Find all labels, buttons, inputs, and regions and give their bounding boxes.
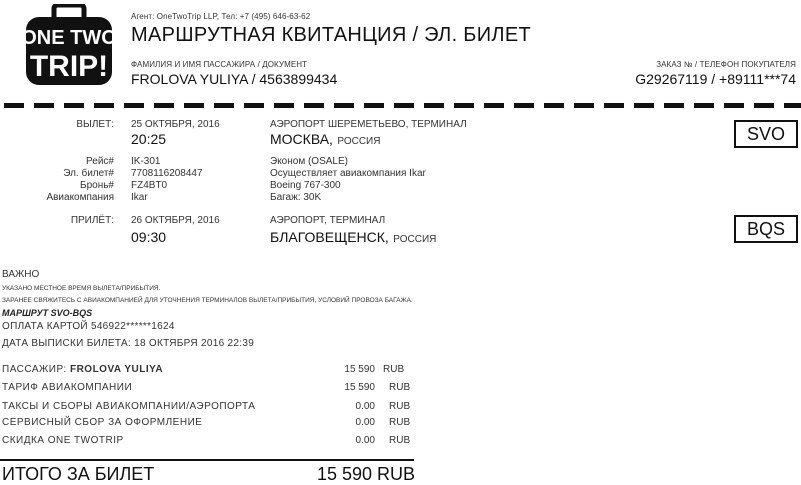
suitcase-logo-icon [24,4,114,86]
fare-label-3: СЕРВИСНЫЙ СБОР ЗА ОФОРМЛЕНИЕ [2,417,203,428]
fare-currency-2: RUB [389,401,411,412]
important-heading: ВАЖНО [2,269,40,280]
fare-currency-4: RUB [389,435,411,446]
arrival-date: 26 ОКТЯБРЯ, 2016 [131,215,220,226]
baggage: Багаж: 30K [270,192,322,203]
fare-label-2: ТАКСЫ И СБОРЫ АВИАКОМПАНИИ/АЭРОПОРТА [2,401,256,412]
total-value: 15 590 RUB [316,464,415,484]
departure-airport: АЭРОПОРТ ШЕРЕМЕТЬЕВО, ТЕРМИНАЛ [270,119,467,130]
flight-number-label: Рейс# [86,156,114,167]
flight-number-value: IK-301 [131,156,161,167]
note-contact-airline: ЗАРАНЕЕ СВЯЖИТЕСЬ С АВИАКОМПАНИЕЙ ДЛЯ УТОЧНЕНИЯ ТЕРМИНАЛОВ ВЫЛЕТА/ПРИБЫТИЯ, УСЛОВИЙ ПРОВОЗА БАГАЖА. [2,297,413,304]
payment-info: ОПЛАТА КАРТОЙ 546922******1624 [2,321,175,332]
departure-airport-code: SVO [734,120,798,148]
passenger-fare-name: FROLOVA YULIYA [69,364,164,375]
eticket-value: 7708116208447 [131,168,203,179]
arrival-time: 09:30 [131,229,167,245]
fare-amount-1: 15 590 [344,382,375,393]
order-label: ЗАКАЗ № / ТЕЛЕФОН ПОКУПАТЕЛЯ [656,60,796,69]
logo-line-1: ONE TWO [24,27,114,49]
fare-amount-0: 15 590 [344,364,375,375]
departure-city: МОСКВА, [270,131,333,147]
dashed-separator [0,103,801,108]
logo-line-2: TRIP! [29,50,109,83]
total-divider [0,459,414,461]
order-value: G29267119 / +89111***74 [635,71,796,87]
onetwotrip-logo [24,4,114,86]
operated-by: Осуществляет авиакомпания Ikar [270,168,426,179]
arrival-airport: АЭРОПОРТ, ТЕРМИНАЛ [270,215,386,226]
passenger-fare-row [2,364,163,375]
fare-label-1: ТАРИФ АВИАКОМПАНИИ [2,382,133,393]
note-local-time: УКАЗАНО МЕСТНОЕ ВРЕМЯ ВЫЛЕТА/ПРИБЫТИЯ. [2,285,161,292]
arrival-country: РОССИЯ [393,234,437,245]
arrival-airport-code: BQS [734,215,798,243]
page-title: МАРШРУТНАЯ КВИТАНЦИЯ / ЭЛ. БИЛЕТ [131,24,531,46]
passenger-doc-label: ФАМИЛИЯ И ИМЯ ПАССАЖИРА / ДОКУМЕНТ [131,60,308,69]
booking-value: FZ4BT0 [131,180,168,191]
fare-amount-2: 0.00 [355,401,375,412]
agent-line: Агент: OneTwoTrip LLP, Тел: +7 (495) 646-63-62 [131,12,311,21]
arrival-city-line [270,229,436,247]
departure-country: РОССИЯ [337,136,381,147]
route: МАРШРУТ SVO-BQS [2,308,93,318]
eticket-label: Эл. билет# [63,168,114,179]
passenger-doc-value: FROLOVA YULIYA / 4563899434 [131,71,338,87]
fare-currency-0: RUB [383,364,405,375]
cabin-class: Эконом (OSALE) [270,156,348,167]
fare-label-4: СКИДКА ONE TWOTRIP [2,435,124,446]
departure-date: 25 ОКТЯБРЯ, 2016 [131,119,220,130]
fare-amount-3: 0.00 [355,417,375,428]
airline-label: Авиакомпания [46,192,114,203]
passenger-fare-label: ПАССАЖИР: [2,364,67,375]
fare-currency-3: RUB [389,417,411,428]
departure-label: ВЫЛЕТ: [76,119,114,130]
issue-date: ДАТА ВЫПИСКИ БИЛЕТА: 18 ОКТЯБРЯ 2016 22:39 [2,338,255,349]
arrival-city: БЛАГОВЕЩЕНСК, [270,229,389,245]
booking-label: Бронь# [80,180,114,191]
departure-time: 20:25 [131,131,167,147]
fare-currency-1: RUB [389,382,411,393]
aircraft: Boeing 767-300 [270,180,341,191]
fare-amount-4: 0.00 [355,435,375,446]
arrival-label: ПРИЛЁТ: [70,215,114,226]
departure-city-line [270,131,380,149]
airline-value: Ikar [131,192,148,203]
total-label: ИТОГО ЗА БИЛЕТ [2,464,155,484]
